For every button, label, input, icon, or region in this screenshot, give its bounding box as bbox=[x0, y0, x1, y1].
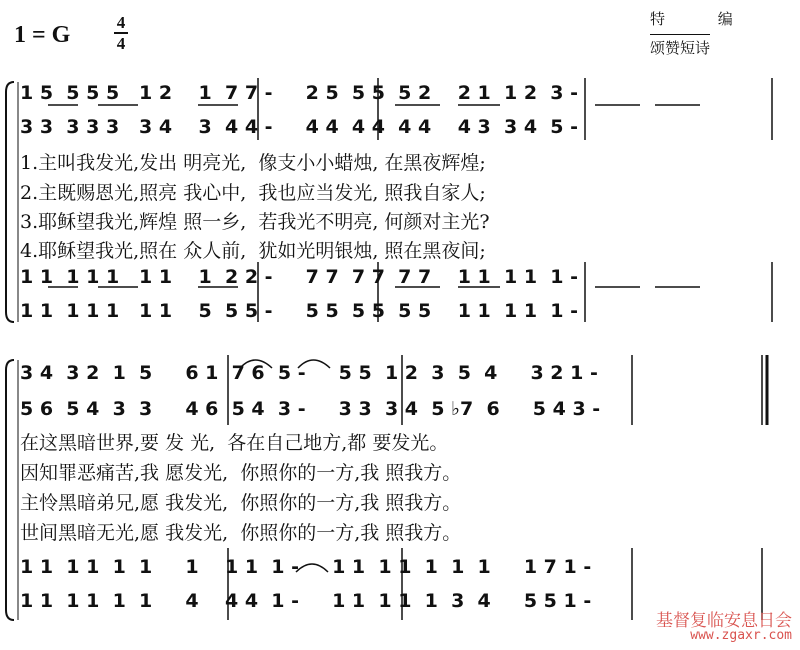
system1-bass-line: 1 1 1 1 1 1 1 5 5 5 - 5 5 5 5 5 5 1 1 1 1 1 - bbox=[20, 300, 578, 322]
system1-verse-4: 4.耶稣望我光,照在 众人前, 犹如光明银烛, 照在黑夜间; bbox=[20, 240, 486, 262]
system1-tenor-line: 1 1 1 1 1 1 1 1 2 2 - 7 7 7 7 7 7 1 1 1 1 1 - bbox=[20, 266, 578, 288]
key-signature: 1 = G bbox=[14, 22, 71, 48]
system2-soprano-line: 3 4 3 2 1 5 6 1 7 6 5 - 5 5 1 2 3 5 4 3 2 1 - bbox=[20, 362, 598, 384]
time-signature-bottom: 4 bbox=[116, 34, 126, 53]
system2-verse-2: 因知罪恶痛苦,我 愿发光, 你照你的一方,我 照我方。 bbox=[20, 462, 462, 484]
system1-verse-3: 3.耶稣望我光,辉煌 照一乡, 若我光不明亮, 何颜对主光? bbox=[20, 211, 490, 233]
watermark-name: 基督复临安息日会 bbox=[656, 611, 792, 631]
system2-verse-1: 在这黑暗世界,要 发 光, 各在自己地方,都 要发光。 bbox=[20, 432, 449, 454]
arranger-credit: 特 编 bbox=[650, 10, 757, 28]
system2-verse-3: 主怜黑暗弟兄,愿 我发光, 你照你的一方,我 照我方。 bbox=[20, 492, 462, 514]
system1-verse-1: 1.主叫我发光,发出 明亮光, 像支小小蜡烛, 在黑夜辉煌; bbox=[20, 152, 486, 174]
system1-alto-line: 3 3 3 3 3 3 4 3 4 4 - 4 4 4 4 4 4 4 3 3 4 5 - bbox=[20, 116, 578, 138]
system1-soprano-line: 1 5 5 5 5 1 2 1 7 7 - 2 5 5 5 5 2 2 1 1 2 3 - bbox=[20, 82, 578, 104]
song-title: 颂赞短诗 bbox=[650, 34, 710, 58]
system2-verse-4: 世间黑暗无光,愿 我发光, 你照你的一方,我 照我方。 bbox=[20, 522, 462, 544]
system2-bass-line: 1 1 1 1 1 1 4 4 4 1 - 1 1 1 1 1 3 4 5 5 1 - bbox=[20, 590, 592, 612]
system2-tenor-line: 1 1 1 1 1 1 1 1 1 1 - 1 1 1 1 1 1 1 1 7 1 - bbox=[20, 556, 592, 578]
system2-alto-line: 5 6 5 4 3 3 4 6 5 4 3 - 3 3 3 4 5 ♭7 6 5 4 3 - bbox=[20, 398, 601, 420]
time-signature-top: 4 bbox=[116, 13, 126, 32]
system1-verse-2: 2.主既赐恩光,照亮 我心中, 我也应当发光, 照我自家人; bbox=[20, 182, 486, 204]
watermark-url: www.zgaxr.com bbox=[690, 628, 792, 643]
